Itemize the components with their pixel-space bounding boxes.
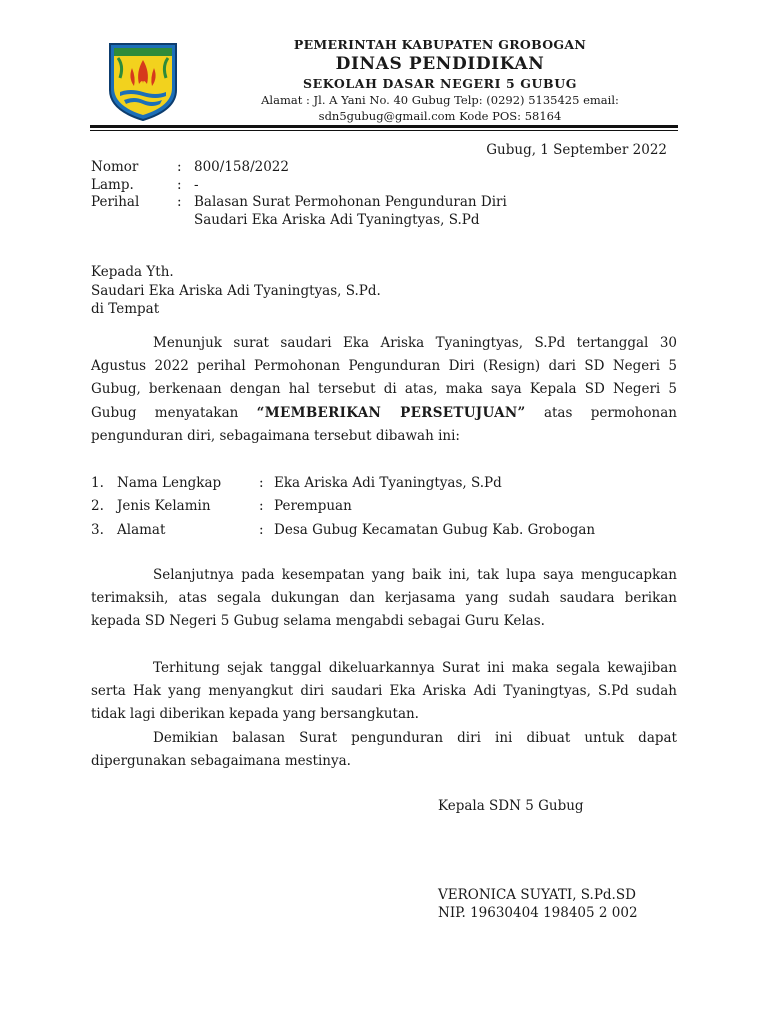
list-item-value: Eka Ariska Adi Tyaningtyas, S.Pd — [274, 475, 502, 491]
list-item-value: Perempuan — [274, 498, 352, 514]
list-item-colon: : — [259, 475, 264, 491]
list-item-colon: : — [259, 522, 264, 538]
body-paragraph-2 — [91, 564, 677, 634]
meta-colon: : — [177, 177, 182, 193]
meta-value-perihal: Balasan Surat Permohonan Pengunduran Diri — [194, 194, 507, 210]
letterhead-government: PEMERINTAH KABUPATEN GROBOGAN — [293, 37, 587, 52]
body-paragraph-3 — [91, 657, 677, 727]
meta-value-perihal-2: Saudari Eka Ariska Adi Tyaningtyas, S.Pd — [194, 212, 480, 228]
meta-label-lamp: Lamp. — [91, 177, 134, 193]
paragraph-1-text: Menunjuk surat saudari Eka Ariska Tyaningtyas, S.Pd tertanggal 30 Agustus 2022 perihal Permohonan Pengunduran Diri (Resign) dari SD Negeri 5 Gubug, berkenaan dengan hal tersebut di atas, maka saya Kepala SD Negeri 5 Gubug menyatakan — [91, 335, 677, 421]
list-item-label: Alamat — [117, 522, 166, 538]
recipient-place: di Tempat — [91, 301, 160, 317]
meta-label-nomor: Nomor — [91, 159, 139, 175]
paragraph-2-text: Selanjutnya pada kesempatan yang baik ini, tak lupa saya mengucapkan terimaksih, atas segala dukungan dan kerjasama yang sudah saudara berikan kepada SD Negeri 5 Gubug selama mengabdi sebagai Guru Kelas. — [91, 567, 677, 630]
signature-title: Kepala SDN 5 Gubug — [438, 798, 584, 814]
recipient-salutation: Kepada Yth. — [91, 264, 174, 280]
grobogan-crest-logo — [106, 38, 180, 122]
list-item-label: Jenis Kelamin — [117, 498, 211, 514]
meta-value-nomor: 800/158/2022 — [194, 159, 289, 175]
list-item-label: Nama Lengkap — [117, 475, 222, 491]
list-item-number: 2. — [91, 498, 104, 514]
letterhead-address-2: sdn5gubug@gmail.com Kode POS: 58164 — [318, 109, 562, 123]
letterhead-school: SEKOLAH DASAR NEGERI 5 GUBUG — [303, 76, 577, 91]
signature-name: VERONICA SUYATI, S.Pd.SD — [438, 887, 636, 903]
letterhead — [200, 37, 680, 124]
meta-label-perihal: Perihal — [91, 194, 140, 210]
recipient-name: Saudari Eka Ariska Adi Tyaningtyas, S.Pd. — [91, 283, 381, 299]
body-paragraph-1 — [91, 332, 677, 448]
paragraph-4-text: Demikian balasan Surat pengunduran diri ini dibuat untuk dapat dipergunakan sebagaimana mestinya. — [91, 730, 677, 770]
letterhead-address: Alamat : Jl. A Yani No. 40 Gubug Telp: (0292) 5135425 email: — [261, 93, 619, 107]
letterhead-agency: DINAS PENDIDIKAN — [335, 54, 545, 74]
meta-colon: : — [177, 194, 182, 210]
meta-colon: : — [177, 159, 182, 175]
signature-nip: NIP. 19630404 198405 2 002 — [438, 905, 638, 921]
meta-value-lamp: - — [194, 177, 199, 193]
paragraph-3-text: Terhitung sejak tanggal dikeluarkannya Surat ini maka segala kewajiban serta Hak yang menyangkut diri saudari Eka Ariska Adi Tyaningtyas, S.Pd sudah tidak lagi diberikan kepada yang bersangkutan. — [91, 660, 677, 723]
list-item-colon: : — [259, 498, 264, 514]
list-item-number: 1. — [91, 475, 104, 491]
paragraph-1-text-end: atas permohonan pengunduran diri, sebagaimana tersebut dibawah ini: — [91, 404, 677, 444]
list-item-value: Desa Gubug Kecamatan Gubug Kab. Grobogan — [274, 522, 596, 538]
list-item-number: 3. — [91, 522, 104, 538]
letterhead-thin-rule — [90, 130, 678, 131]
body-paragraph-4 — [91, 727, 677, 773]
letterhead-thick-rule — [90, 125, 678, 128]
letter-date: Gubug, 1 September 2022 — [486, 142, 667, 158]
approval-statement: “MEMBERIKAN PERSETUJUAN” — [256, 404, 526, 421]
